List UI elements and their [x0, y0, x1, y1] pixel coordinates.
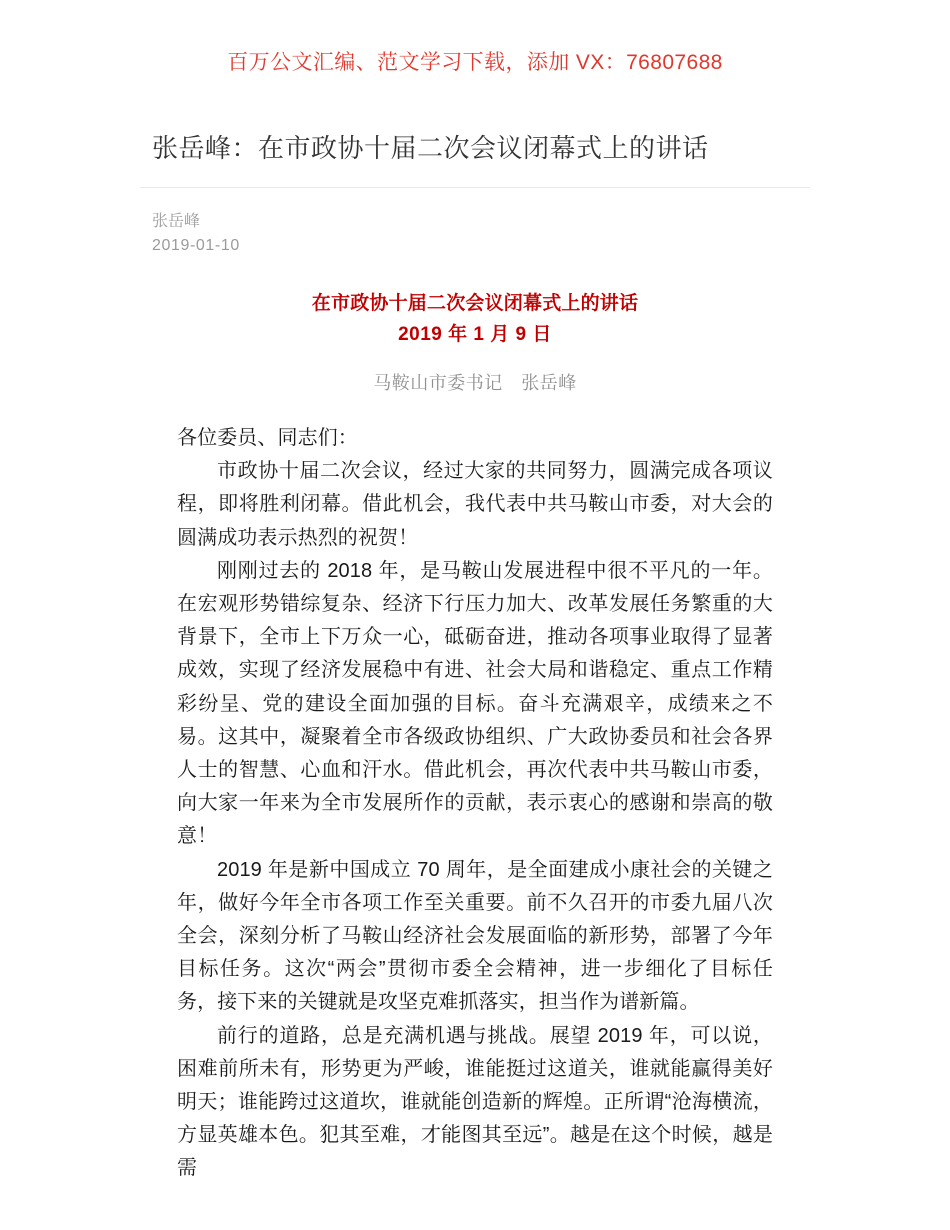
page-title: 张岳峰：在市政协十届二次会议闭幕式上的讲话: [152, 133, 709, 163]
document-body: [177, 288, 773, 1186]
article-meta: [140, 210, 812, 258]
article-header: [140, 128, 812, 258]
paragraph: 前行的道路，总是充满机遇与挑战。展望 2019 年，可以说，困难前所未有，形势更为严峻，谁能挺过这道关，谁就能赢得美好明天；谁能跨过这道坎，谁就能创造新的辉煌。正所谓“沧海横流，方显英雄本色。犯其至难，才能图其至远”。越是在这个时候，越是需: [177, 1024, 773, 1180]
paragraph-list: [177, 422, 773, 1186]
paragraph: 2019 年是新中国成立 70 周年，是全面建成小康社会的关键之年，做好今年全市各项工作至关重要。前不久召开的市委九届八次全会，深刻分析了马鞍山经济社会发展面临的新形势，部署了今年目标任务。这次“两会”贯彻市委全会精神，进一步细化了目标任务，接下来的关键就是攻坚克难抓落实，担当作为谱新篇。: [177, 858, 773, 1014]
title-divider: [140, 187, 810, 188]
paragraph: 刚刚过去的 2018 年，是马鞍山发展进程中很不平凡的一年。在宏观形势错综复杂、经济下行压力加大、改革发展任务繁重的大背景下，全市上下万众一心，砥砺奋进，推动各项事业取得了显著成效，实现了经济发展稳中有进、社会大局和谐稳定、重点工作精彩纷呈、党的建设全面加强的目标。奋斗充满艰辛，成绩来之不易。这其中，凝聚着全市各级政协组织、广大政协委员和社会各界人士的智慧、心血和汗水。借此机会，再次代表中共马鞍山市委，向大家一年来为全市发展所作的贡献，表示衷心的感谢和崇高的敬意！: [177, 559, 773, 848]
document-heading-date: 2019 年 1 月 9 日: [398, 324, 552, 345]
paragraph: 市政协十届二次会议，经过大家的共同努力，圆满完成各项议程，即将胜利闭幕。借此机会，我代表中共马鞍山市委，对大会的圆满成功表示热烈的祝贺！: [177, 460, 773, 549]
meta-author: 张岳峰: [152, 213, 201, 230]
meta-date: 2019-01-10: [152, 237, 240, 254]
paragraph: 各位委员、同志们：: [177, 427, 358, 449]
document-byline: 马鞍山市委书记 张岳峰: [373, 373, 577, 393]
promo-banner: 百万公文汇编、范文学习下载，添加 VX：76807688: [227, 51, 723, 74]
document-heading: 在市政协十届二次会议闭幕式上的讲话: [311, 293, 639, 314]
